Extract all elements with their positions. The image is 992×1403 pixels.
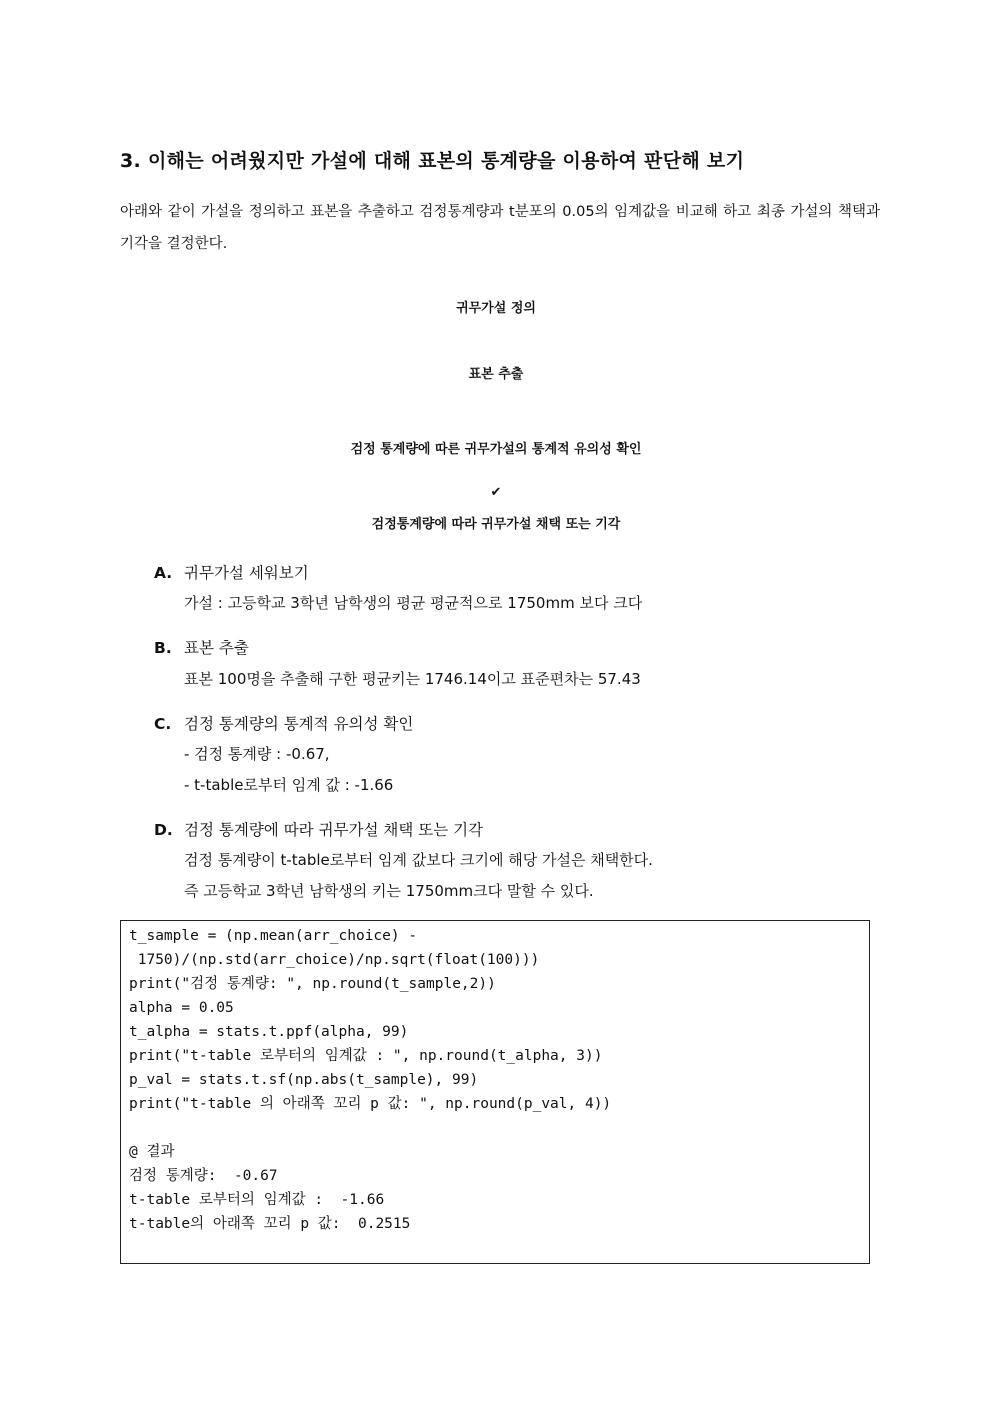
intro-paragraph: 아래와 같이 가설을 정의하고 표본을 추출하고 검정통계량과 t분포의 0.05의 임계값을 비교해 하고 최종 가설의 책택과 기각을 결정한다.: [120, 204, 880, 252]
flow-step-define-hypothesis: 귀무가설 정의: [456, 301, 536, 316]
section-heading: 3. 이해는 어려웠지만 가설에 대해 표본의 통계량을 이용하여 판단해 보기: [120, 150, 745, 172]
section-d-title-text: 검정 통계량에 따라 귀무가설 채택 또는 기각: [184, 821, 484, 839]
section-b-title-text: 표본 추출: [184, 639, 249, 657]
section-a-title: [154, 561, 309, 583]
code-block: t_sample = (np.mean(arr_choice) - 1750)/(np.std(arr_choice)/np.sqrt(float(100))) print("검정 통계량: ", np.round(t_sample,2)) alpha = 0.05 t_alpha = stats.t.ppf(alpha, 99) print("t-table 로부터의 임계값 : ", np.round(t_alpha, 3)) p_val = stats.t.sf(np.abs(t_sample), 99) print("t-table 의 아래쪽 꼬리 p 값: ", np.round(p_val, 4)) @ 결과 검정 통계량: -0.67 t-table 로부터의 임계값 : -1.66 t-table의 아래쪽 꼬리 p 값: 0.2515: [129, 928, 612, 1232]
section-c-text-1: - 검정 통계량 : -0.67,: [184, 745, 330, 763]
section-c-title-text: 검정 통계량의 통계적 유의성 확인: [184, 715, 414, 733]
flow-arrow-icon: ✔: [490, 485, 502, 500]
flow-step-sample: 표본 추출: [468, 367, 524, 382]
section-b-text: 표본 100명을 추출해 구한 평균키는 1746.14이고 표준편차는 57.43: [184, 670, 641, 688]
section-a-text: 가설 : 고등학교 3학년 남학생의 평균 평균적으로 1750mm 보다 크다: [184, 594, 643, 612]
section-a-letter: A.: [154, 564, 173, 582]
flow-step-significance: 검정 통계량에 따른 귀무가설의 통계적 유의성 확인: [350, 442, 642, 457]
section-c-title: [154, 712, 413, 734]
section-b-letter: B.: [154, 639, 172, 657]
section-a-title-text: 귀무가설 세워보기: [184, 564, 309, 582]
section-b-title: [154, 636, 249, 658]
section-c-text-2: - t-table로부터 임계 값 : -1.66: [184, 776, 394, 794]
section-d-text-2: 즉 고등학교 3학년 남학생의 키는 1750mm크다 말할 수 있다.: [184, 882, 594, 900]
section-d-letter: D.: [154, 821, 173, 839]
section-c-letter: C.: [154, 715, 172, 733]
flow-step-decision: 검정통계량에 따라 귀무가설 채택 또는 기각: [371, 517, 621, 532]
section-d-text-1: 검정 통계량이 t-table로부터 임계 값보다 크기에 해당 가설은 채택한다.: [184, 851, 653, 869]
section-d-title: [154, 818, 483, 840]
